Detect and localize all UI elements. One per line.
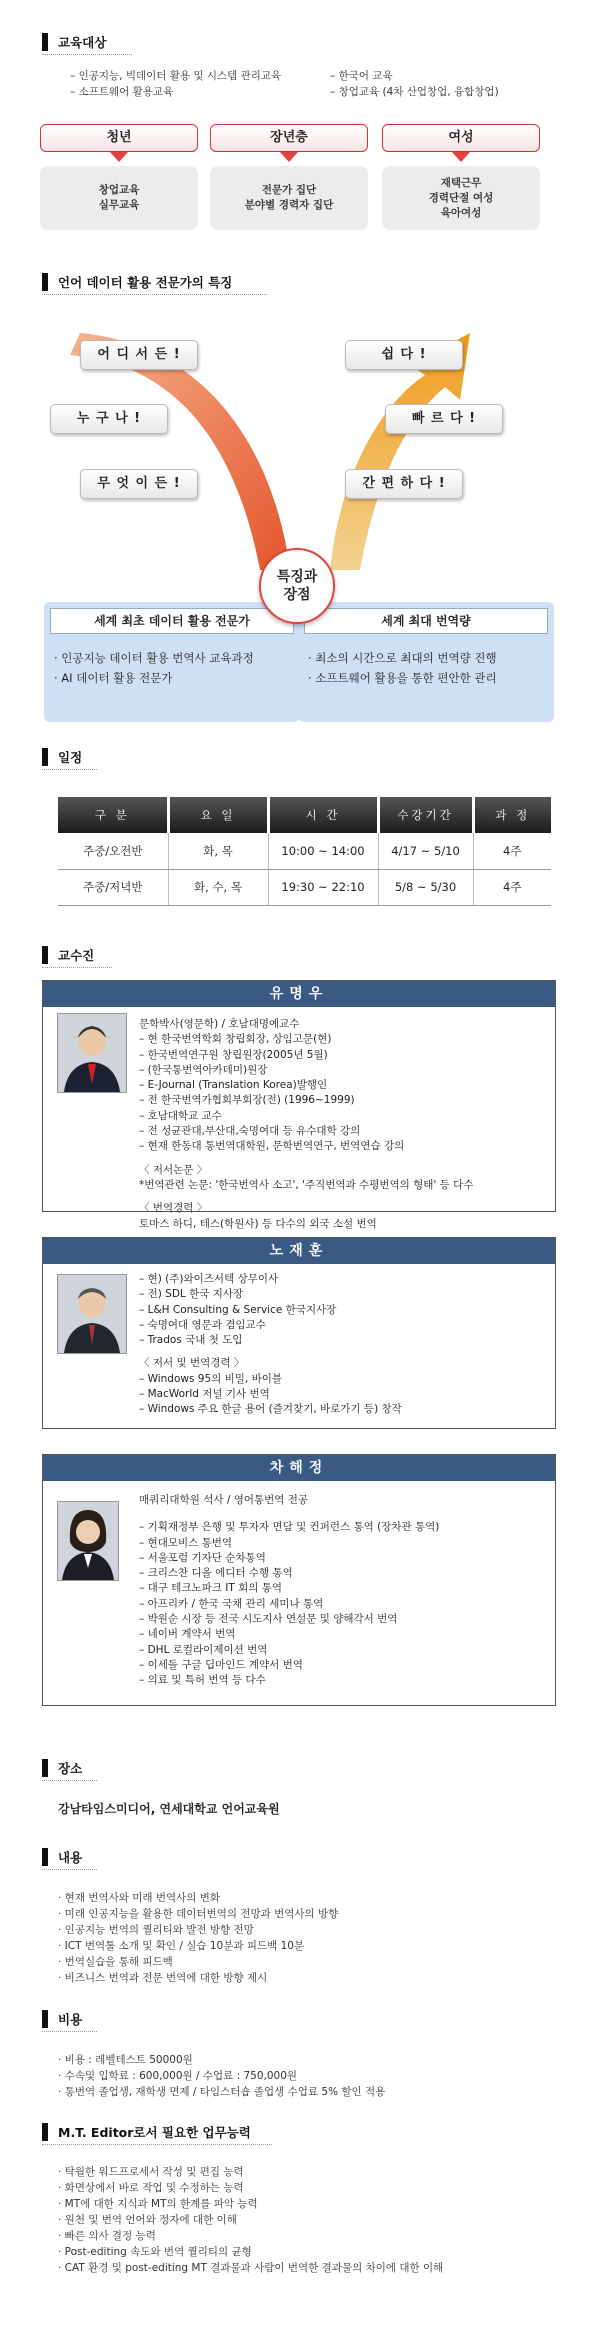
list-item: · 현재 번역사와 미래 번역사의 변화 bbox=[58, 1892, 221, 1904]
feature-fast-button: 빠 르 다 ! bbox=[385, 404, 503, 434]
feature-box-title: 세계 최대 번역량 bbox=[304, 608, 548, 634]
list-item: · 인공지능 번역의 퀄리티와 발전 방향 전망 bbox=[58, 1924, 254, 1936]
column-header: 수강기간 bbox=[378, 797, 473, 833]
skills-list bbox=[58, 2164, 443, 2276]
center-badge bbox=[259, 548, 335, 624]
detail-line: – 서울포럼 기자단 순차통역 bbox=[139, 1551, 266, 1564]
detail-line: – 박원순 시장 등 전국 시도지사 연설문 및 양해각서 번역 bbox=[139, 1613, 398, 1626]
table-header-row bbox=[58, 797, 551, 833]
table-cell: 주중/오전반 bbox=[58, 833, 168, 869]
professor-name: 노재훈 bbox=[43, 1238, 555, 1264]
list-item: · 수속및 입학료 : 600,000원 / 수업료 : 750,000원 bbox=[58, 2070, 298, 2082]
arrow-down-icon bbox=[280, 152, 298, 162]
feature-anywhere-button: 어 디 서 든 ! bbox=[80, 340, 198, 370]
detail-line: 〈 저서논문 〉 bbox=[139, 1163, 208, 1176]
group-line: 창업교육 bbox=[98, 184, 140, 196]
person-icon bbox=[58, 1502, 118, 1580]
list-item: · 미래 인공지능을 활용한 데이터번역의 전망과 번역사의 방향 bbox=[58, 1908, 339, 1920]
detail-line: – 현) (주)와이즈서텍 상무이사 bbox=[139, 1273, 279, 1285]
detail-line: – 현재 한동대 통번역대학원, 문학번역연구, 번역연습 강의 bbox=[139, 1140, 405, 1153]
detail-line: – MacWorld 저널 기사 번역 bbox=[139, 1388, 270, 1401]
section-title: M.T. Editor로서 필요한 업무능력 bbox=[58, 2125, 251, 2140]
faculty-section bbox=[42, 945, 572, 965]
detail-line: – 현 한국번역학회 창립회장, 상임고문(현) bbox=[139, 1033, 332, 1046]
skills-section bbox=[42, 2122, 572, 2142]
feature-box-item: · 소프트웨어 활용을 통한 편안한 관리 bbox=[308, 671, 497, 685]
detail-line: – 기획재정부 은행 및 투자자 면담 및 컨퍼런스 통역 (장차관 통역) bbox=[139, 1521, 440, 1534]
detail-line: – L&H Consulting & Service 한국지사장 bbox=[139, 1303, 337, 1316]
feature-box-right bbox=[298, 602, 554, 722]
section-title: 내용 bbox=[58, 1850, 83, 1865]
bullet: – 창업교육 (4차 산업창업, 융합창업) bbox=[330, 86, 499, 98]
group-title: 여성 bbox=[382, 124, 540, 152]
table-cell: 19:30 ~ 22:10 bbox=[268, 869, 378, 905]
group-line: 재택근무 bbox=[440, 176, 482, 189]
group-line: 전문가 집단 bbox=[261, 184, 317, 196]
list-item: · Post-editing 속도와 번역 퀄리티의 균형 bbox=[58, 2246, 252, 2258]
detail-line: 〈 번역경력 〉 bbox=[139, 1202, 208, 1215]
group-line: 육아여성 bbox=[440, 206, 482, 219]
badge-line: 장점 bbox=[283, 587, 311, 603]
group-body bbox=[40, 166, 198, 230]
column-header: 과 정 bbox=[473, 797, 551, 833]
section-header bbox=[42, 2122, 572, 2142]
table-cell: 5/8 ~ 5/30 bbox=[378, 869, 473, 905]
list-item: · 번역실습을 통해 피드백 bbox=[58, 1956, 173, 1968]
column-header: 요 일 bbox=[168, 797, 268, 833]
detail-line: – 전) SDL 한국 지사장 bbox=[139, 1288, 244, 1301]
section-title: 비용 bbox=[58, 2012, 83, 2027]
list-item: · ICT 번역툴 소개 및 확인 / 실습 10분과 피드백 10분 bbox=[58, 1940, 305, 1952]
group-body bbox=[210, 166, 368, 230]
cost-section bbox=[42, 2009, 572, 2029]
person-icon bbox=[58, 1014, 126, 1092]
list-item: · 비용 : 레벨테스트 50000원 bbox=[58, 2054, 193, 2066]
content-list bbox=[58, 1890, 338, 1986]
detail-line: – 호남대학교 교수 bbox=[139, 1109, 222, 1122]
feature-box-item: · 인공지능 데이터 활용 번역사 교육과정 bbox=[54, 651, 254, 665]
list-item: · 탁월한 워드프로세서 작성 및 편집 능력 bbox=[58, 2166, 244, 2178]
bullet: – 한국어 교육 bbox=[330, 70, 393, 82]
schedule-section bbox=[42, 747, 572, 767]
section-title: 장소 bbox=[58, 1761, 83, 1776]
feature-box-title: 세계 최초 데이터 활용 전문가 bbox=[50, 608, 294, 634]
feature-easy-button: 쉽 다 ! bbox=[345, 340, 463, 370]
detail-line: *번역관련 논문: '한국번역사 소고', '주직번역과 수평번역의 형태' 등 다수 bbox=[139, 1178, 474, 1191]
person-icon bbox=[58, 1275, 126, 1353]
section-header bbox=[42, 32, 572, 52]
professor-details bbox=[139, 1017, 473, 1232]
professor-photo bbox=[57, 1013, 127, 1093]
table-row bbox=[58, 833, 551, 869]
feature-box-item: · AI 데이터 활용 전문가 bbox=[54, 671, 173, 685]
detail-line: 매쿼리대학원 석사 / 영어통번역 전공 bbox=[139, 1494, 309, 1506]
detail-line: – DHL 로컬라이제이션 번역 bbox=[139, 1643, 268, 1656]
detail-line: – 대구 테크노파크 IT 회의 통역 bbox=[139, 1582, 283, 1595]
group-line: 분야별 경력자 집단 bbox=[244, 199, 334, 211]
section-title: 일정 bbox=[58, 750, 83, 765]
detail-line: – Windows 95의 비밀, 바이블 bbox=[139, 1372, 283, 1385]
group-line: 경력단절 여성 bbox=[428, 191, 494, 204]
table-cell: 화, 수, 목 bbox=[168, 869, 268, 905]
target-bullets-right bbox=[330, 68, 499, 100]
detail-line: 문학박사(영문학) / 호남대명예교수 bbox=[139, 1018, 300, 1030]
detail-line: – 크리스찬 디올 에디터 수행 통역 bbox=[139, 1567, 293, 1580]
professor-name: 유명우 bbox=[43, 981, 555, 1007]
detail-line: – 의료 및 특허 번역 등 다수 bbox=[139, 1674, 266, 1687]
detail-line: – E-Journal (Translation Korea)발행인 bbox=[139, 1079, 328, 1092]
section-header bbox=[42, 272, 572, 292]
features-section bbox=[42, 272, 572, 292]
detail-line: – 숙명여대 영문과 겸임교수 bbox=[139, 1318, 266, 1331]
table-cell: 4/17 ~ 5/10 bbox=[378, 833, 473, 869]
schedule-table bbox=[58, 797, 551, 906]
professor-card-2 bbox=[42, 1237, 556, 1429]
detail-line: 토마스 하디, 테스(학원사) 등 다수의 외국 소설 번역 bbox=[139, 1217, 377, 1230]
target-group-women bbox=[382, 124, 540, 230]
table-cell: 4주 bbox=[473, 833, 551, 869]
group-body bbox=[382, 166, 540, 230]
table-cell: 4주 bbox=[473, 869, 551, 905]
professor-photo bbox=[57, 1274, 127, 1354]
detail-line: – (한국통번역아카데미)원장 bbox=[139, 1063, 268, 1076]
detail-line: – 현대모비스 통번역 bbox=[139, 1536, 233, 1549]
professor-card-3 bbox=[42, 1454, 556, 1706]
section-header bbox=[42, 2009, 572, 2029]
feature-box-item: · 최소의 시간으로 최대의 번역량 진행 bbox=[308, 651, 497, 665]
content-section bbox=[42, 1847, 572, 1867]
target-group-middle-aged bbox=[210, 124, 368, 230]
target-bullets-left bbox=[70, 68, 281, 100]
detail-line: – 한국번역연구원 창립원장(2005년 5월) bbox=[139, 1048, 328, 1061]
arrow-down-icon bbox=[452, 152, 470, 162]
detail-line: – 이세돌 구글 딥마인드 계약서 번역 bbox=[139, 1658, 303, 1671]
detail-line: – 전 한국번역가협회부회장(전) (1996~1999) bbox=[139, 1094, 355, 1107]
detail-line: – 전 성균관대,부산대,숙명여대 등 유수대학 강의 bbox=[139, 1125, 361, 1138]
bullet: – 인공지능, 빅데이터 활용 및 시스템 관리교육 bbox=[70, 70, 282, 82]
place-section bbox=[42, 1758, 572, 1778]
place-text: 강남타임스미디어, 연세대학교 언어교육원 bbox=[58, 1802, 280, 1816]
group-line: 실무교육 bbox=[98, 199, 140, 211]
column-header: 시 간 bbox=[268, 797, 378, 833]
professor-name: 차해정 bbox=[43, 1455, 555, 1481]
list-item: · CAT 환경 및 post-editing MT 결과물과 사람이 번역한 결과물의 차이에 대한 이해 bbox=[58, 2262, 444, 2274]
professor-details bbox=[139, 1272, 402, 1418]
list-item: · MT에 대한 지식과 MT의 한계를 파악 능력 bbox=[58, 2198, 258, 2210]
feature-anyone-button: 누 구 나 ! bbox=[50, 404, 168, 434]
detail-line: – 아프리카 / 한국 국채 관리 세미나 통역 bbox=[139, 1597, 324, 1610]
section-title: 언어 데이터 활용 전문가의 특징 bbox=[58, 275, 233, 290]
feature-box-left bbox=[44, 602, 300, 722]
section-header bbox=[42, 747, 572, 767]
target-group-youth bbox=[40, 124, 198, 230]
list-item: · 화면상에서 바로 작업 및 수정하는 능력 bbox=[58, 2182, 244, 2194]
professor-details bbox=[139, 1493, 439, 1689]
list-item: · 비즈니스 번역과 전문 번역에 대한 방향 제시 bbox=[58, 1972, 268, 1984]
cost-list bbox=[58, 2052, 385, 2100]
table-cell: 주중/저녁반 bbox=[58, 869, 168, 905]
group-title: 장년층 bbox=[210, 124, 368, 152]
table-cell: 10:00 ~ 14:00 bbox=[268, 833, 378, 869]
section-header bbox=[42, 1758, 572, 1778]
bullet: – 소프트웨어 활용교육 bbox=[70, 86, 174, 98]
professor-card-1 bbox=[42, 980, 556, 1230]
detail-line: 〈 저서 및 번역경력 〉 bbox=[139, 1357, 245, 1370]
detail-line: – 네이버 계약서 번역 bbox=[139, 1628, 236, 1641]
detail-line: – Windows 주요 한글 용어 (즐겨찾기, 바로가기 등) 창작 bbox=[139, 1403, 402, 1416]
arrow-down-icon bbox=[110, 152, 128, 162]
group-title: 청년 bbox=[40, 124, 198, 152]
section-header bbox=[42, 1847, 572, 1867]
feature-anything-button: 무 엇 이 든 ! bbox=[80, 469, 198, 499]
target-section bbox=[42, 32, 572, 52]
section-title: 교수진 bbox=[58, 948, 95, 963]
column-header: 구 분 bbox=[58, 797, 168, 833]
list-item: · 통번역 졸업생, 재학생 면제 / 타임스터숍 졸업생 수업료 5% 할인 적용 bbox=[58, 2086, 386, 2098]
list-item: · 빠른 의사 결정 능력 bbox=[58, 2230, 156, 2242]
badge-line: 특징과 bbox=[276, 569, 318, 585]
section-title: 교육대상 bbox=[58, 35, 107, 50]
professor-photo bbox=[57, 1501, 119, 1581]
list-item: · 원천 및 번역 언어와 정자에 대한 이해 bbox=[58, 2214, 237, 2226]
section-header bbox=[42, 945, 572, 965]
feature-convenient-button: 간 편 하 다 ! bbox=[345, 469, 463, 499]
table-row bbox=[58, 869, 551, 905]
table-cell: 화, 목 bbox=[168, 833, 268, 869]
detail-line: – Trados 국내 첫 도입 bbox=[139, 1334, 243, 1347]
